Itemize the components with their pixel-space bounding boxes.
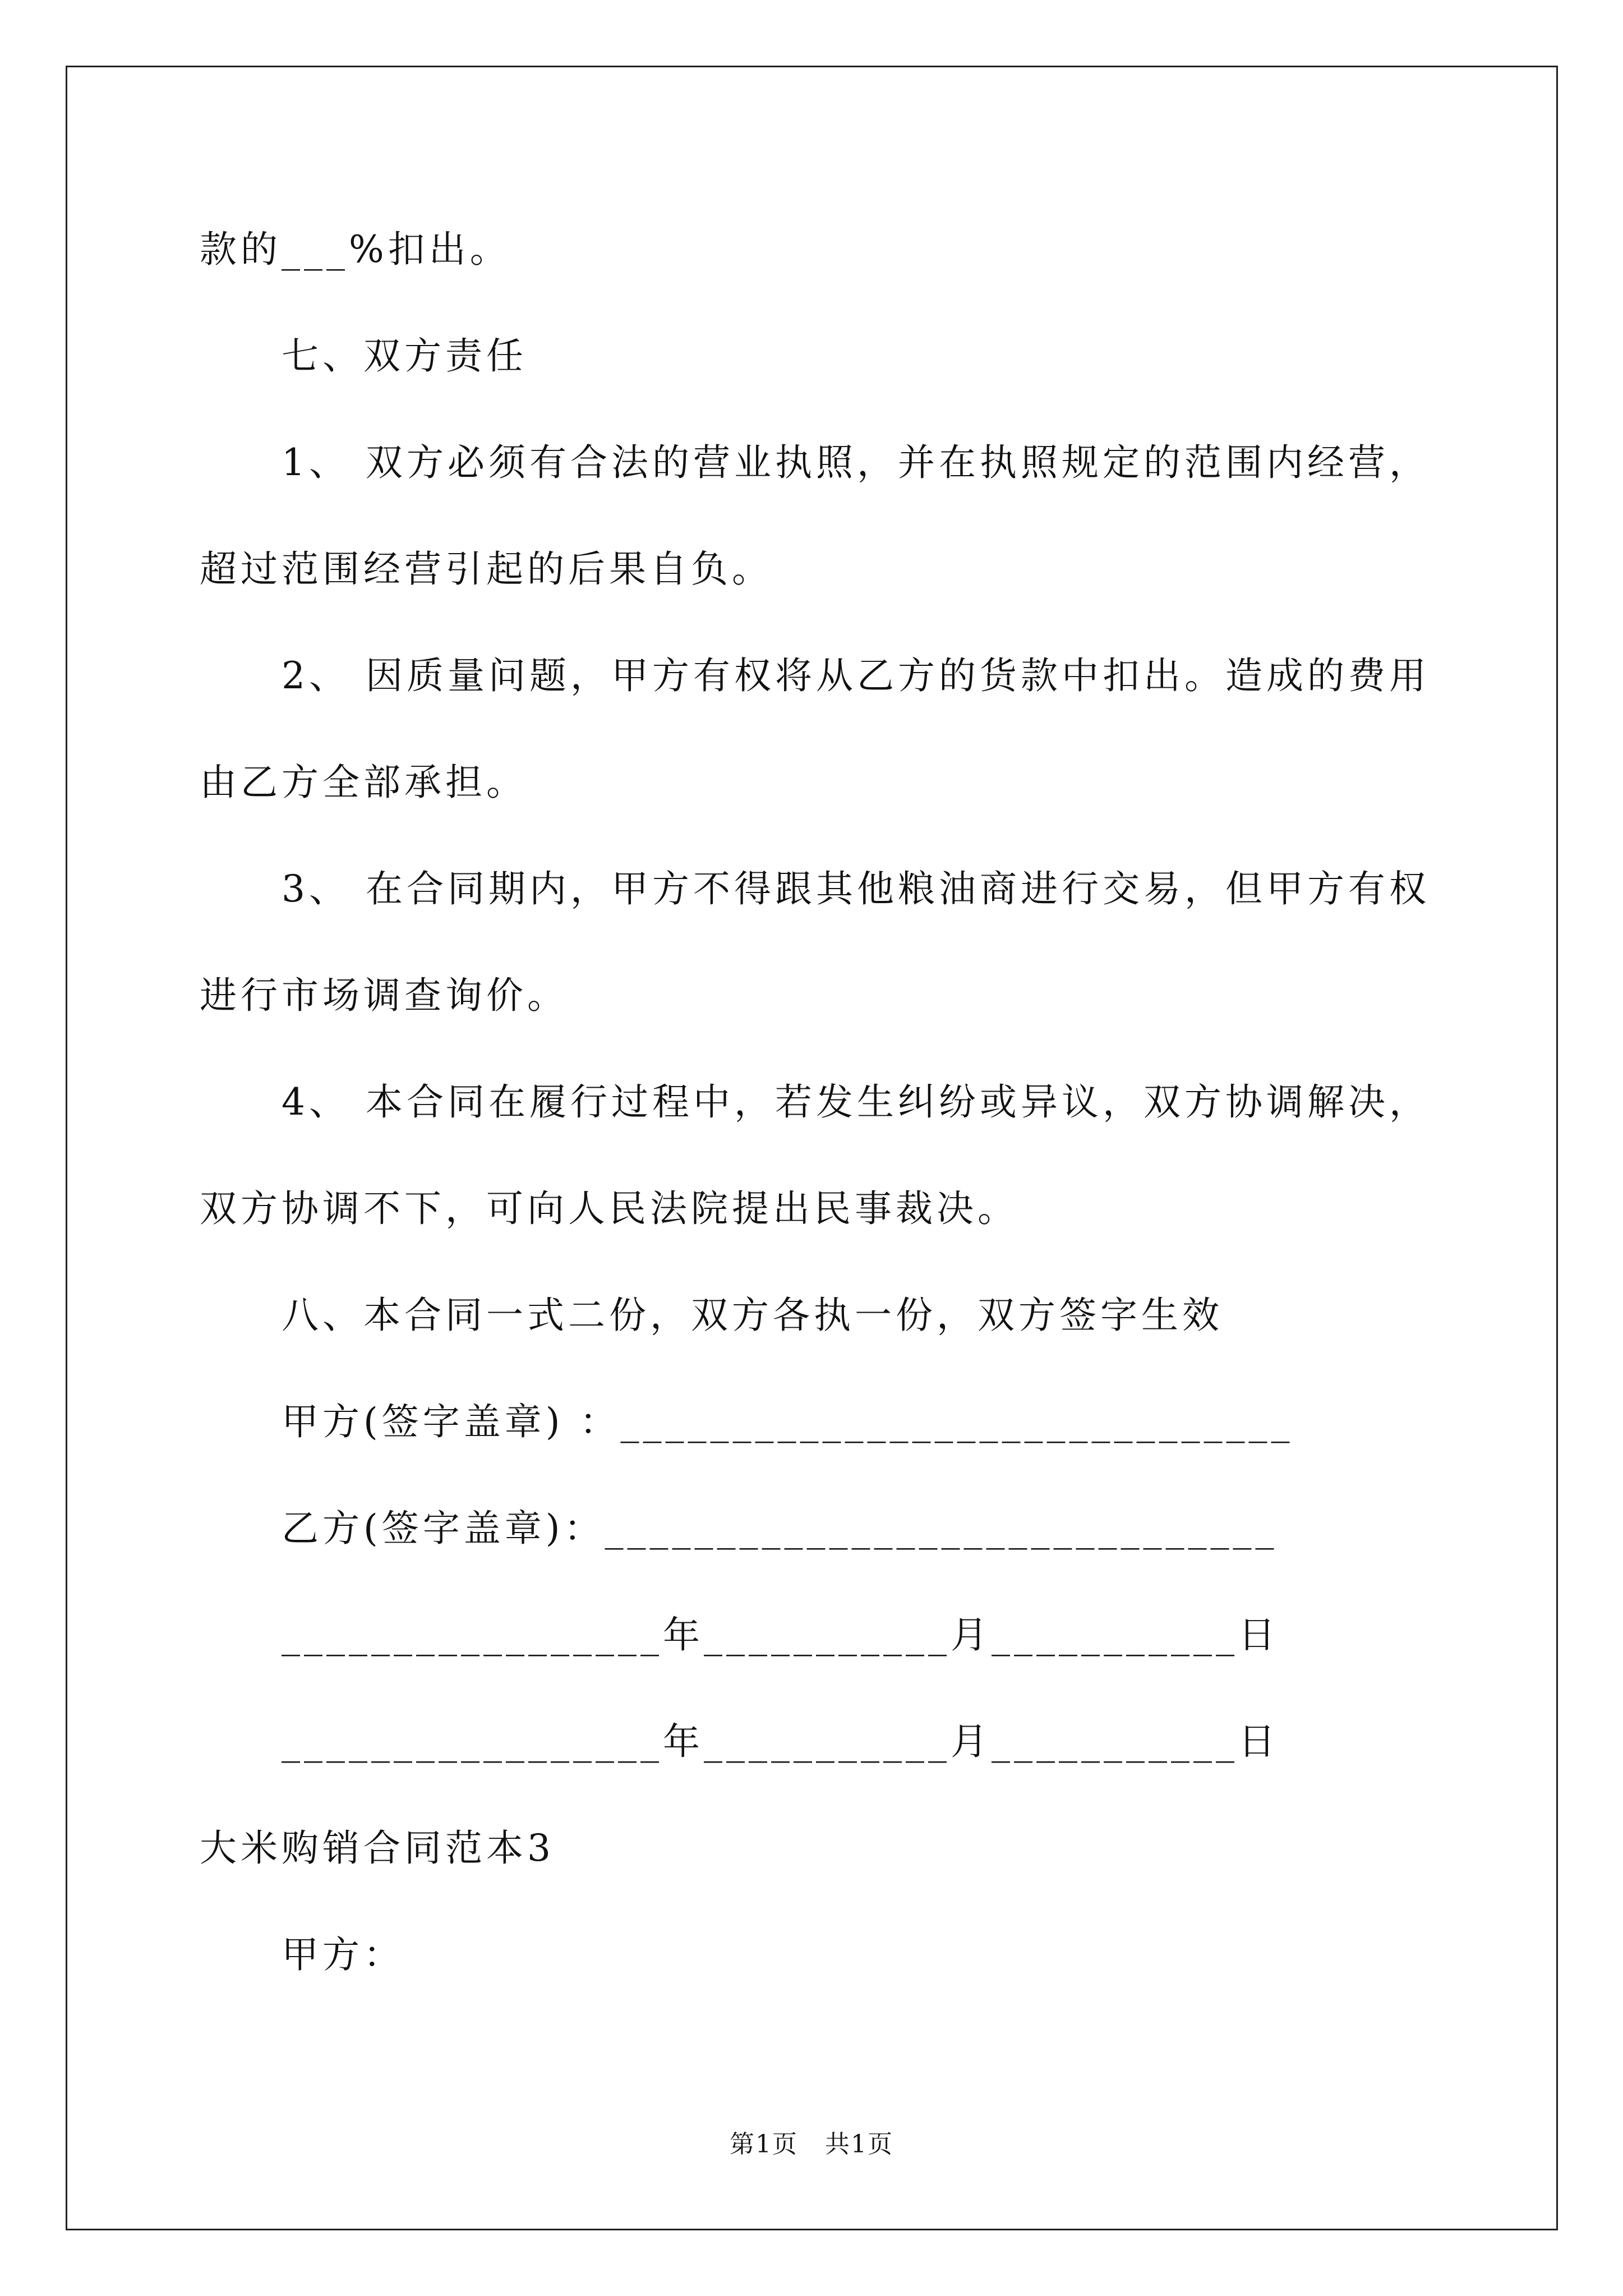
clause-2-line-2: 由乙方全部承担。 bbox=[200, 761, 527, 804]
section-heading-responsibilities: 七、双方责任 bbox=[282, 334, 527, 378]
clause-3-line-2: 进行市场调查询价。 bbox=[200, 974, 568, 1017]
clause-3-line-1: 3、 在合同期内，甲方不得跟其他粮油商进行交易，但甲方有权 bbox=[282, 867, 1430, 910]
party-b-signature-field: 乙方(签字盖章)：______________________________ bbox=[282, 1507, 1278, 1550]
page-border bbox=[66, 66, 1558, 2230]
date-field-2: _________________年___________月___________日 bbox=[282, 1720, 1279, 1763]
party-a-label: 甲方： bbox=[282, 1933, 404, 1976]
contract-title-3: 大米购销合同范本3 bbox=[200, 1826, 555, 1870]
clause-4-line-1: 4、 本合同在履行过程中，若发生纠纷或异议，双方协调解决， bbox=[282, 1080, 1430, 1124]
party-a-signature-field: 甲方(签字盖章) ：______________________________ bbox=[282, 1400, 1294, 1443]
page-footer: 第1页 共1页 bbox=[730, 2130, 893, 2159]
section-heading-copies: 八、本合同一式二份，双方各执一份，双方签字生效 bbox=[282, 1294, 1223, 1337]
clause-1-line-2: 超过范围经营引起的后果自负。 bbox=[200, 547, 773, 591]
date-field-1: _________________年___________月___________日 bbox=[282, 1613, 1279, 1657]
clause-1-line-1: 1、 双方必须有合法的营业执照，并在执照规定的范围内经营， bbox=[282, 441, 1430, 484]
text-line-deduction: 款的___%扣出。 bbox=[200, 228, 511, 271]
clause-4-line-2: 双方协调不下，可向人民法院提出民事裁决。 bbox=[200, 1187, 1018, 1230]
clause-2-line-1: 2、 因质量问题，甲方有权将从乙方的货款中扣出。造成的费用 bbox=[282, 654, 1430, 697]
